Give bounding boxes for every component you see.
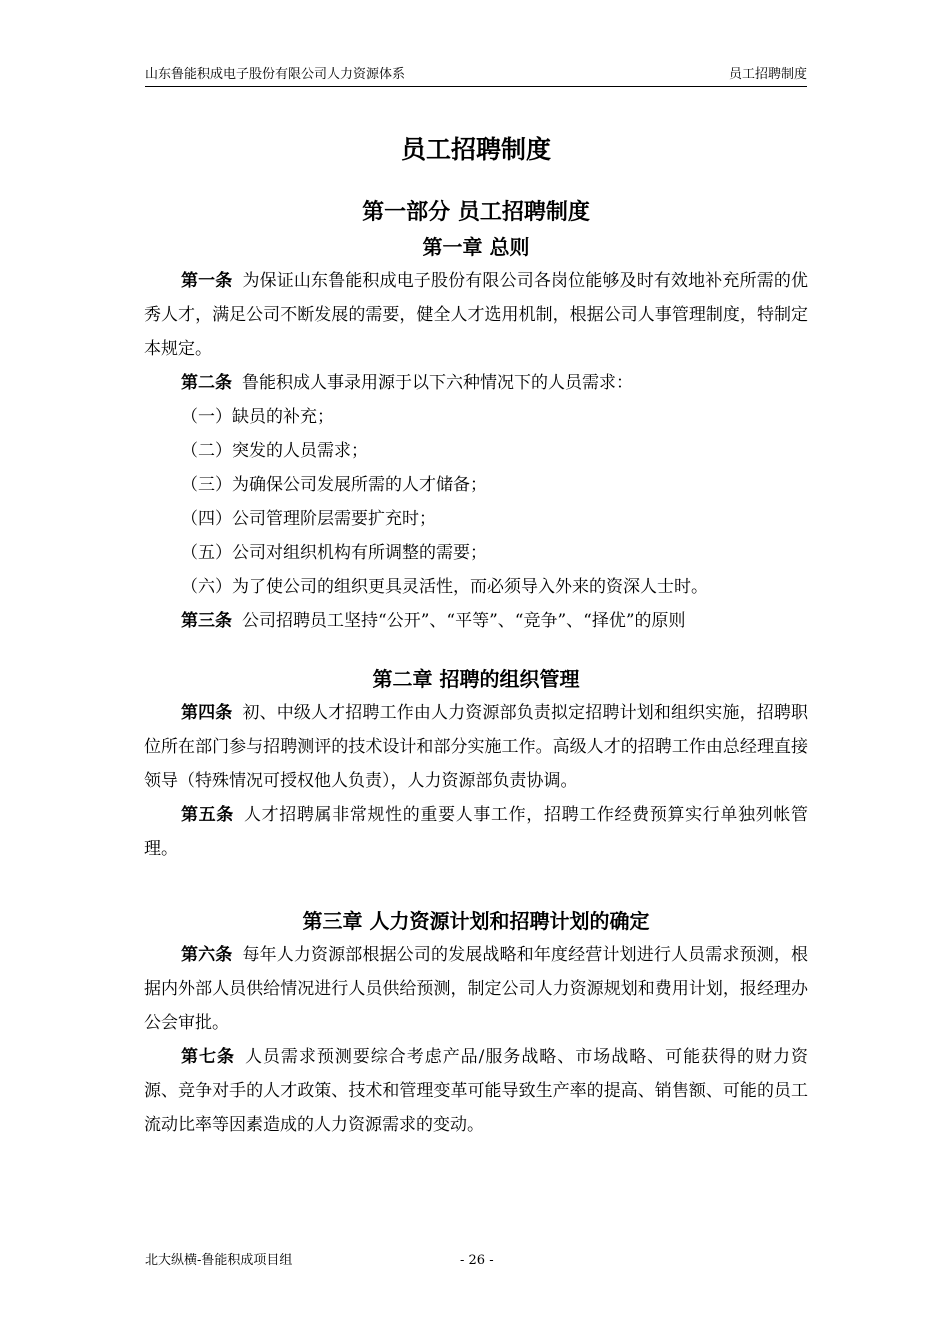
article-6-label: 第六条 bbox=[181, 945, 233, 965]
list-item: （六）为了使公司的组织更具灵活性，而必须导入外来的资深人士时。 bbox=[181, 577, 708, 597]
article-1-label: 第一条 bbox=[181, 271, 233, 291]
article-6 bbox=[144, 938, 808, 1040]
list-item: （二）突发的人员需求； bbox=[181, 441, 368, 461]
article-6-text: 每年人力资源部根据公司的发展战略和年度经营计划进行人员需求预测，根据内外部人员供给情况进行人员供给预测，制定公司人力资源规划和费用计划，报经理办公会审批。 bbox=[144, 945, 809, 1033]
footer-project: 北大纵横-鲁能积成项目组 bbox=[145, 1253, 293, 1268]
chapter-2-title: 第二章 招聘的组织管理 bbox=[372, 667, 580, 691]
list-item: （四）公司管理阶层需要扩充时； bbox=[181, 509, 436, 529]
document-title: 员工招聘制度 bbox=[400, 135, 551, 164]
part-title: 第一部分 员工招聘制度 bbox=[362, 199, 590, 225]
article-4-text: 初、中级人才招聘工作由人力资源部负责拟定招聘计划和组织实施，招聘职位所在部门参与招聘测评的技术设计和部分实施工作。高级人才的招聘工作由总经理直接领导（特殊情况可授权他人负责），人力资源部负责协调。 bbox=[144, 703, 809, 791]
article-2-text: 鲁能积成人事录用源于以下六种情况下的人员需求： bbox=[242, 373, 633, 393]
article-3 bbox=[144, 604, 808, 638]
page-header bbox=[145, 66, 807, 87]
chapter-1-title: 第一章 总则 bbox=[422, 235, 530, 259]
document-body bbox=[144, 128, 808, 1142]
article-5-text: 人才招聘属非常规性的重要人事工作，招聘工作经费预算实行单独列帐管理。 bbox=[144, 805, 809, 859]
article-4-label: 第四条 bbox=[181, 703, 233, 723]
list-item: （五）公司对组织机构有所调整的需要； bbox=[181, 543, 487, 563]
header-company: 山东鲁能积成电子股份有限公司人力资源体系 bbox=[145, 67, 406, 82]
article-5 bbox=[144, 798, 808, 866]
article-2 bbox=[144, 366, 808, 400]
list-item: （一）缺员的补充； bbox=[181, 407, 334, 427]
article-1 bbox=[144, 264, 808, 366]
article-3-label: 第三条 bbox=[181, 611, 232, 631]
page-number: - 26 - bbox=[460, 1253, 494, 1268]
article-4 bbox=[144, 696, 808, 798]
article-7-text: 人员需求预测要综合考虑产品/服务战略、市场战略、可能获得的财力资源、竞争对手的人才政策、技术和管理变革可能导致生产率的提高、销售额、可能的员工流动比率等因素造成的人力资源需求的变动。 bbox=[144, 1047, 808, 1135]
chapter-3-title: 第三章 人力资源计划和招聘计划的确定 bbox=[302, 909, 650, 933]
article-3-text: 公司招聘员工坚持“公开”、“平等”、“竞争”、“择优”的原则 bbox=[242, 611, 686, 631]
article-1-text: 为保证山东鲁能积成电子股份有限公司各岗位能够及时有效地补充所需的优秀人才，满足公司不断发展的需要，健全人才选用机制，根据公司人事管理制度，特制定本规定。 bbox=[144, 271, 809, 359]
article-7 bbox=[144, 1040, 808, 1142]
header-doc-title: 员工招聘制度 bbox=[728, 67, 807, 82]
article-5-label: 第五条 bbox=[181, 805, 234, 825]
article-7-label: 第七条 bbox=[181, 1047, 235, 1067]
list-item: （三）为确保公司发展所需的人才储备； bbox=[181, 475, 487, 495]
article-2-label: 第二条 bbox=[181, 373, 232, 393]
